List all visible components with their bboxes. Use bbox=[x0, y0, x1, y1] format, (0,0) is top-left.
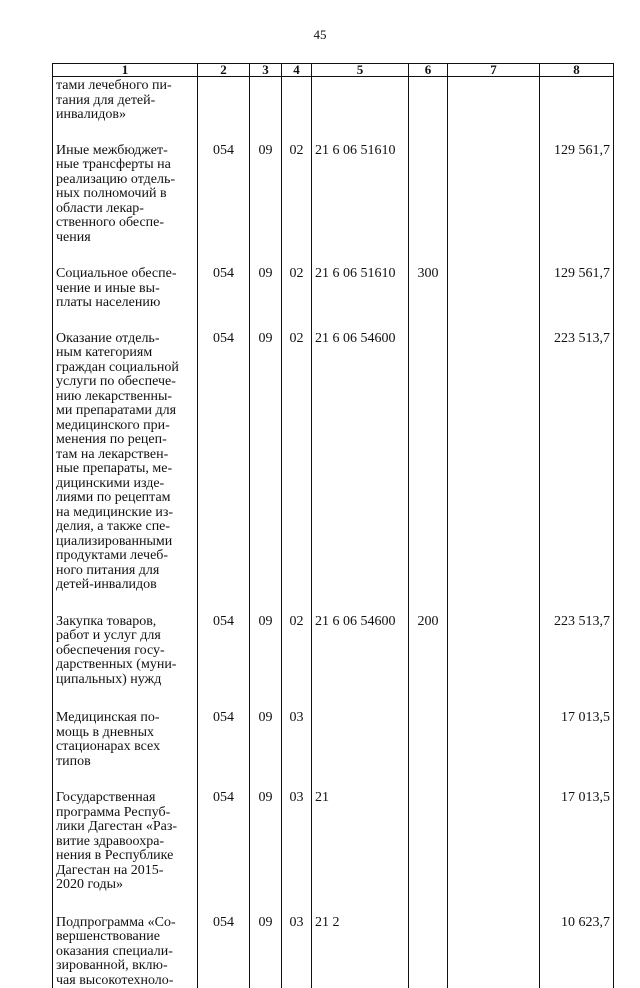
empty-cell bbox=[448, 613, 540, 688]
amount-cell: 129 561,7 bbox=[540, 142, 614, 246]
spacer-cell bbox=[198, 593, 250, 613]
code-cell: 054 bbox=[198, 613, 250, 688]
spacer-cell bbox=[198, 311, 250, 330]
spacer-cell bbox=[448, 687, 540, 709]
spacer-cell bbox=[312, 593, 409, 613]
amount-cell: 223 513,7 bbox=[540, 613, 614, 688]
spacer-cell bbox=[540, 893, 614, 914]
row-spacer bbox=[53, 769, 614, 789]
empty-cell bbox=[448, 142, 540, 246]
spacer-cell bbox=[540, 311, 614, 330]
spacer-cell bbox=[198, 893, 250, 914]
expense-type-cell bbox=[409, 914, 448, 988]
spacer-cell bbox=[409, 593, 448, 613]
empty-cell bbox=[448, 77, 540, 123]
table-row bbox=[53, 709, 614, 769]
row-spacer bbox=[53, 311, 614, 330]
target-article-cell: 21 bbox=[312, 789, 409, 893]
table-row bbox=[53, 77, 614, 123]
budget-table bbox=[52, 63, 614, 988]
row-label: Оказание отдель- ным категориям граждан социальной услуги по обеспече- нию лекарственны- ми препаратами для медицинского при- менения по рецеп- там на лекарствен- ные препараты, ме- дицинскими изде- лиями по рецептам на медицинские из- делия, а также спе- циализированными продуктами лечеб- ного питания для детей-инвалидов bbox=[53, 330, 198, 593]
spacer-cell bbox=[282, 245, 312, 265]
expense-type-cell bbox=[409, 789, 448, 893]
amount-cell: 223 513,7 bbox=[540, 330, 614, 593]
spacer-cell bbox=[540, 769, 614, 789]
target-article-cell: 21 2 bbox=[312, 914, 409, 988]
empty-cell bbox=[448, 709, 540, 769]
spacer-cell bbox=[198, 245, 250, 265]
row-spacer bbox=[53, 687, 614, 709]
section-cell: 09 bbox=[250, 709, 282, 769]
subsection-cell: 03 bbox=[282, 914, 312, 988]
column-header: 2 bbox=[198, 64, 250, 77]
code-cell: 054 bbox=[198, 265, 250, 311]
table-row bbox=[53, 914, 614, 988]
column-header: 5 bbox=[312, 64, 409, 77]
spacer-cell bbox=[448, 893, 540, 914]
spacer-cell bbox=[198, 769, 250, 789]
target-article-cell bbox=[312, 709, 409, 769]
code-cell: 054 bbox=[198, 142, 250, 246]
spacer-cell bbox=[282, 123, 312, 142]
spacer-cell bbox=[448, 311, 540, 330]
expense-type-cell: 300 bbox=[409, 265, 448, 311]
subsection-cell: 02 bbox=[282, 265, 312, 311]
amount-cell: 10 623,7 bbox=[540, 914, 614, 988]
amount-cell: 129 561,7 bbox=[540, 265, 614, 311]
amount-cell bbox=[540, 77, 614, 123]
empty-cell bbox=[448, 330, 540, 593]
row-spacer bbox=[53, 593, 614, 613]
code-cell bbox=[198, 77, 250, 123]
subsection-cell: 02 bbox=[282, 142, 312, 246]
section-cell: 09 bbox=[250, 613, 282, 688]
spacer-cell bbox=[53, 769, 198, 789]
target-article-cell: 21 6 06 51610 bbox=[312, 265, 409, 311]
target-article-cell: 21 6 06 51610 bbox=[312, 142, 409, 246]
table-row bbox=[53, 330, 614, 593]
spacer-cell bbox=[448, 769, 540, 789]
spacer-cell bbox=[448, 245, 540, 265]
spacer-cell bbox=[250, 245, 282, 265]
subsection-cell: 03 bbox=[282, 709, 312, 769]
spacer-cell bbox=[250, 893, 282, 914]
expense-type-cell bbox=[409, 77, 448, 123]
section-cell: 09 bbox=[250, 789, 282, 893]
column-header: 8 bbox=[540, 64, 614, 77]
row-spacer bbox=[53, 245, 614, 265]
code-cell: 054 bbox=[198, 709, 250, 769]
column-header: 3 bbox=[250, 64, 282, 77]
empty-cell bbox=[448, 914, 540, 988]
code-cell: 054 bbox=[198, 330, 250, 593]
spacer-cell bbox=[250, 311, 282, 330]
section-cell: 09 bbox=[250, 914, 282, 988]
row-label: Государственная программа Респуб- лики Дагестан «Раз- витие здравоохра- нения в Республике Дагестан на 2015- 2020 годы» bbox=[53, 789, 198, 893]
spacer-cell bbox=[250, 769, 282, 789]
subsection-cell: 02 bbox=[282, 613, 312, 688]
table-row bbox=[53, 142, 614, 246]
amount-cell: 17 013,5 bbox=[540, 709, 614, 769]
expense-type-cell bbox=[409, 709, 448, 769]
spacer-cell bbox=[250, 123, 282, 142]
spacer-cell bbox=[282, 769, 312, 789]
spacer-cell bbox=[409, 311, 448, 330]
subsection-cell: 02 bbox=[282, 330, 312, 593]
code-cell: 054 bbox=[198, 789, 250, 893]
spacer-cell bbox=[282, 311, 312, 330]
row-label: Закупка товаров, работ и услуг для обеспечения госу- дарственных (муни- ципальных) нужд bbox=[53, 613, 198, 688]
spacer-cell bbox=[409, 893, 448, 914]
spacer-cell bbox=[312, 769, 409, 789]
expense-type-cell bbox=[409, 142, 448, 246]
section-cell: 09 bbox=[250, 265, 282, 311]
target-article-cell: 21 6 06 54600 bbox=[312, 330, 409, 593]
empty-cell bbox=[448, 265, 540, 311]
spacer-cell bbox=[53, 593, 198, 613]
spacer-cell bbox=[53, 893, 198, 914]
spacer-cell bbox=[312, 687, 409, 709]
row-label: Подпрограмма «Со- вершенствование оказания специали- зированной, вклю- чая высокотехноло- bbox=[53, 914, 198, 988]
spacer-cell bbox=[540, 687, 614, 709]
row-label: тами лечебного пи- тания для детей- инвалидов» bbox=[53, 77, 198, 123]
spacer-cell bbox=[540, 123, 614, 142]
spacer-cell bbox=[409, 245, 448, 265]
spacer-cell bbox=[312, 311, 409, 330]
row-label: Иные межбюджет- ные трансферты на реализацию отдель- ных полномочий в области лекар- ственного обеспе- чения bbox=[53, 142, 198, 246]
spacer-cell bbox=[53, 687, 198, 709]
spacer-cell bbox=[448, 593, 540, 613]
spacer-cell bbox=[540, 593, 614, 613]
spacer-cell bbox=[250, 593, 282, 613]
column-header: 1 bbox=[53, 64, 198, 77]
spacer-cell bbox=[448, 123, 540, 142]
spacer-cell bbox=[250, 687, 282, 709]
code-cell: 054 bbox=[198, 914, 250, 988]
spacer-cell bbox=[312, 245, 409, 265]
spacer-cell bbox=[409, 687, 448, 709]
column-header: 6 bbox=[409, 64, 448, 77]
target-article-cell bbox=[312, 77, 409, 123]
spacer-cell bbox=[540, 245, 614, 265]
row-spacer bbox=[53, 123, 614, 142]
row-label: Социальное обеспе- чение и иные вы- платы населению bbox=[53, 265, 198, 311]
subsection-cell: 03 bbox=[282, 789, 312, 893]
row-label: Медицинская по- мощь в дневных стационарах всех типов bbox=[53, 709, 198, 769]
column-header: 7 bbox=[448, 64, 540, 77]
table-row bbox=[53, 265, 614, 311]
amount-cell: 17 013,5 bbox=[540, 789, 614, 893]
spacer-cell bbox=[282, 893, 312, 914]
section-cell bbox=[250, 77, 282, 123]
header-row bbox=[53, 64, 614, 77]
spacer-cell bbox=[312, 893, 409, 914]
subsection-cell bbox=[282, 77, 312, 123]
empty-cell bbox=[448, 789, 540, 893]
expense-type-cell bbox=[409, 330, 448, 593]
spacer-cell bbox=[409, 769, 448, 789]
section-cell: 09 bbox=[250, 330, 282, 593]
table-row bbox=[53, 789, 614, 893]
column-header: 4 bbox=[282, 64, 312, 77]
page-number: 45 bbox=[0, 27, 640, 43]
expense-type-cell: 200 bbox=[409, 613, 448, 688]
section-cell: 09 bbox=[250, 142, 282, 246]
spacer-cell bbox=[198, 687, 250, 709]
spacer-cell bbox=[53, 123, 198, 142]
row-spacer bbox=[53, 893, 614, 914]
spacer-cell bbox=[312, 123, 409, 142]
spacer-cell bbox=[282, 687, 312, 709]
spacer-cell bbox=[53, 311, 198, 330]
spacer-cell bbox=[53, 245, 198, 265]
table-row bbox=[53, 613, 614, 688]
spacer-cell bbox=[198, 123, 250, 142]
spacer-cell bbox=[409, 123, 448, 142]
spacer-cell bbox=[282, 593, 312, 613]
target-article-cell: 21 6 06 54600 bbox=[312, 613, 409, 688]
